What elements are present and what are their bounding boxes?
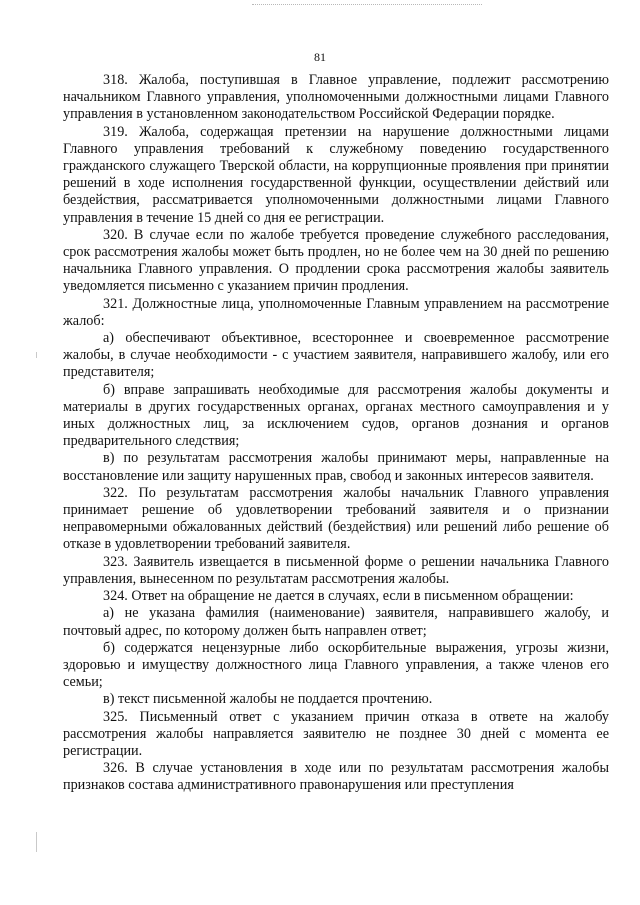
paragraph-325: 325. Письменный ответ с указанием причин отказа в ответе на жалобу рассмотрения жалобы направляется заявителю не позднее 30 дней с момента ее регистрации. — [63, 708, 609, 759]
paragraph-322: 322. По результатам рассмотрения жалобы начальник Главного управления принимает решение об удовлетворении требований заявителя и о признании неправомерными обжалованных действий (бездействия) или решений либо решение об отказе в удовлетворении требований заявителя. — [63, 484, 609, 553]
paragraph-326: 326. В случае установления в ходе или по результатам рассмотрения жалобы признаков состава административного правонарушения или преступления — [63, 760, 609, 794]
page-number: 81 — [314, 50, 326, 64]
paragraph-324-b: б) содержатся нецензурные либо оскорбительные выражения, угрозы жизни, здоровью и имуществу должностного лица Главного управления, а также членов его семьи; — [63, 639, 609, 691]
paragraph-324-a: а) не указана фамилия (наименование) заявителя, направившего жалобу, и почтовый адрес, по которому должен быть направлен ответ; — [63, 605, 609, 639]
paragraph-320: 320. В случае если по жалобе требуется проведение служебного расследования, срок рассмотрения жалобы может быть продлен, но не более чем на 30 дней по решению начальника Главного управления. О продлении срока рассмотрения жалобы заявитель уведомляется письменно с указанием причин продления. — [63, 226, 609, 295]
paragraph-324: 324. Ответ на обращение не дается в случаях, если в письменном обращении: — [103, 588, 574, 605]
paragraph-321-v: в) по результатам рассмотрения жалобы принимают меры, направленные на восстановление или защиту нарушенных прав, свобод и законных интересов заявителя. — [63, 450, 609, 484]
margin-mark — [36, 352, 37, 358]
paragraph-318: 318. Жалоба, поступившая в Главное управление, подлежит рассмотрению начальником Главного управления, уполномоченными должностными лицами Главного управления в установленном законодательством Российской Федерации порядке. — [63, 72, 609, 123]
paragraph-321-b: б) вправе запрашивать необходимые для рассмотрения жалобы документы и материалы в других государственных органах, органах местного самоуправления и у иных должностных лиц, за исключением судов, органов дознания и органов предварительного следствия; — [63, 381, 609, 450]
paragraph-319: 319. Жалоба, содержащая претензии на нарушение должностными лицами Главного управления требований к служебному поведению государственного гражданского служащего Тверской области, на коррупционные проявления при принятии решений в ходе исполнения государственной функции, осуществлении действий или бездействия, рассматривается уполномоченными должностными лицами Главного управления в течение 15 дней со дня ее регистрации. — [63, 123, 609, 226]
paragraph-323: 323. Заявитель извещается в письменной форме о решении начальника Главного управления, вынесенном по результатам рассмотрения жалобы. — [63, 553, 609, 587]
paragraph-324-v: в) текст письменной жалобы не поддается прочтению. — [103, 691, 433, 708]
document-body — [63, 72, 609, 795]
scan-artifact — [252, 4, 482, 5]
margin-mark — [36, 832, 37, 852]
paragraph-321-a: а) обеспечивают объективное, всестороннее и своевременное рассмотрение жалобы, в случае необходимости - с участием заявителя, направившего жалобу, или его представителя; — [63, 330, 609, 381]
paragraph-321: 321. Должностные лица, уполномоченные Главным управлением на рассмотрение жалоб: — [63, 295, 609, 329]
